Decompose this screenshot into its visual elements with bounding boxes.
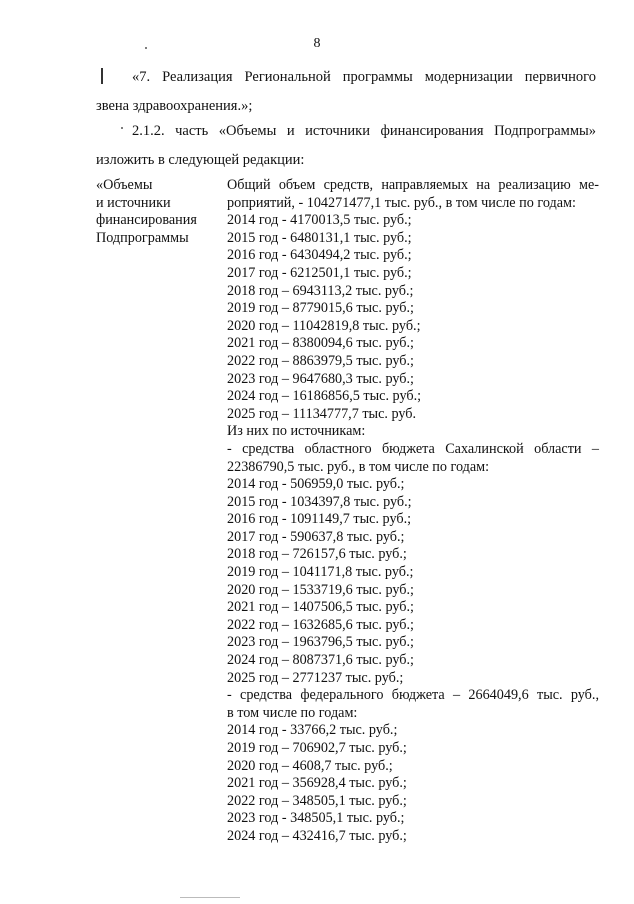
right-line: 2018 год – 6943113,2 тыс. руб.; — [227, 282, 414, 299]
right-line: 2016 год - 6430494,2 тыс. руб.; — [227, 247, 412, 264]
right-line: 2024 год – 8087371,6 тыс. руб.; — [227, 652, 414, 669]
right-line: 2022 год – 1632685,6 тыс. руб.; — [227, 616, 414, 633]
right-line: 2021 год – 1407506,5 тыс. руб.; — [227, 599, 414, 616]
right-line: 2023 год – 9647680,3 тыс. руб.; — [227, 370, 414, 387]
right-line: 2020 год – 4608,7 тыс. руб.; — [227, 757, 393, 774]
scan-edge — [180, 897, 240, 898]
right-line: 2015 год - 1034397,8 тыс. руб.; — [227, 493, 412, 510]
paragraph-2-line-2: изложить в следующей редакции: — [96, 152, 305, 168]
right-line: 2022 год – 8863979,5 тыс. руб.; — [227, 352, 414, 369]
right-line: роприятий, - 104271477,1 тыс. руб., в том числе по годам: — [227, 194, 576, 211]
right-line: 2025 год – 11134777,7 тыс. руб. — [227, 405, 417, 422]
right-line: - средства федерального бюджета – 2664049,6 тыс. руб., — [227, 687, 599, 704]
right-line: 2019 год – 1041171,8 тыс. руб.; — [227, 564, 414, 581]
amendment-paragraph-1 — [96, 63, 596, 121]
paragraph-1-line-1: «7. Реализация Региональной программы модернизации первичного — [132, 69, 596, 85]
table-left-label — [96, 177, 216, 247]
table-right-content — [227, 177, 599, 846]
left-label-line: «Объемы — [96, 177, 153, 193]
right-line: в том числе по годам: — [227, 704, 358, 721]
right-line: 2018 год – 726157,6 тыс. руб.; — [227, 546, 407, 563]
right-line: 2019 год – 706902,7 тыс. руб.; — [227, 740, 407, 756]
left-label-line: и источники — [96, 194, 171, 211]
right-line: 2016 год - 1091149,7 тыс. руб.; — [227, 511, 412, 528]
paragraph-1-line-2: звена здравоохранения.»; — [96, 98, 253, 114]
right-line: 2021 год – 8380094,6 тыс. руб.; — [227, 335, 414, 352]
right-line: 2019 год – 8779015,6 тыс. руб.; — [227, 300, 414, 317]
left-label-line: финансирования — [96, 212, 197, 229]
right-line: 2024 год – 16186856,5 тыс. руб.; — [227, 388, 422, 405]
right-line: 2023 год - 348505,1 тыс. руб.; — [227, 810, 405, 827]
right-line: Общий объем средств, направляемых на реализацию ме- — [227, 177, 599, 193]
right-line: 2017 год - 590637,8 тыс. руб.; — [227, 528, 405, 545]
scan-speck — [145, 47, 147, 49]
right-line: 2021 год – 356928,4 тыс. руб.; — [227, 775, 407, 792]
right-line: 2014 год - 33766,2 тыс. руб.; — [227, 722, 398, 739]
right-line: 2014 год - 4170013,5 тыс. руб.; — [227, 212, 412, 229]
right-line: 2017 год - 6212501,1 тыс. руб.; — [227, 264, 412, 281]
page-number: 8 — [313, 36, 321, 51]
right-line: - средства областного бюджета Сахалинской области – — [227, 440, 599, 457]
right-line: 2024 год – 432416,7 тыс. руб.; — [227, 827, 407, 844]
amendment-paragraph-2 — [96, 117, 596, 175]
right-line: 2020 год – 11042819,8 тыс. руб.; — [227, 317, 421, 334]
right-line: 22386790,5 тыс. руб., в том числе по годам: — [227, 458, 490, 475]
right-line: 2022 год – 348505,1 тыс. руб.; — [227, 792, 407, 809]
right-line: 2023 год – 1963796,5 тыс. руб.; — [227, 634, 414, 651]
left-label-line: Подпрограммы — [96, 229, 189, 246]
right-line: 2020 год – 1533719,6 тыс. руб.; — [227, 581, 414, 598]
paragraph-2-line-1: 2.1.2. часть «Объемы и источники финансирования Подпрограммы» — [132, 123, 596, 139]
right-line: Из них по источникам: — [227, 423, 366, 440]
right-line: 2014 год - 506959,0 тыс. руб.; — [227, 476, 405, 493]
right-line: 2015 год - 6480131,1 тыс. руб.; — [227, 229, 412, 246]
right-line: 2025 год – 2771237 тыс. руб.; — [227, 669, 404, 686]
